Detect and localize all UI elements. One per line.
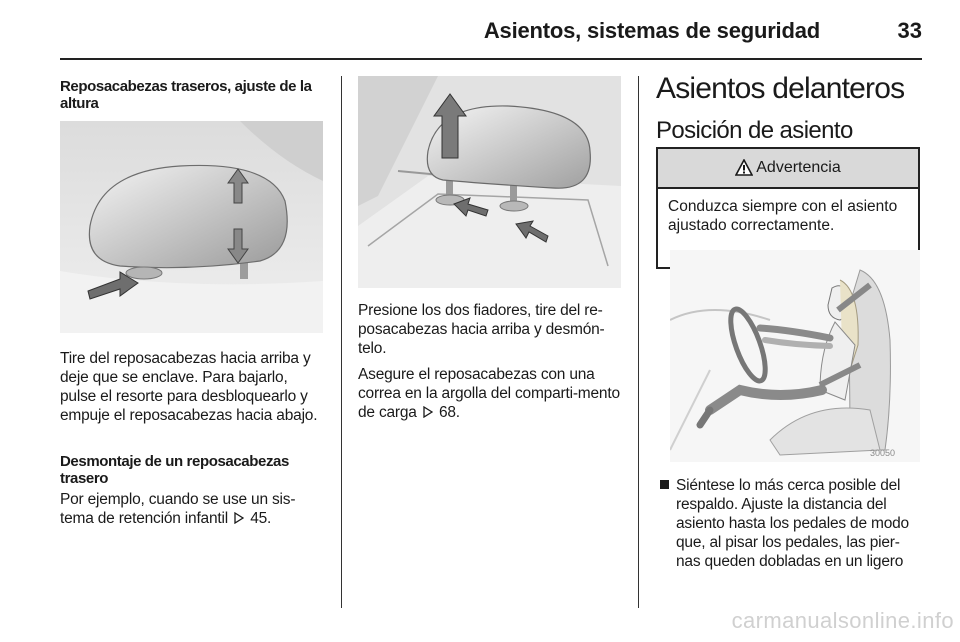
figure-headrest-adjust bbox=[60, 121, 323, 333]
paragraph-secure-text: Asegure el reposacabezas con una correa en la argolla del comparti-mento de carga bbox=[358, 366, 620, 421]
watermark: carmanualsonline.info bbox=[731, 608, 954, 633]
page-number: 33 bbox=[897, 18, 922, 43]
heading-height-adjust: Reposacabezas traseros, ajuste de la altura bbox=[60, 78, 312, 112]
warning-title: Advertencia bbox=[756, 159, 841, 176]
headrest-adjust-illustration bbox=[60, 121, 323, 333]
paragraph-press-latches: Presione los dos fiadores, tire del re-posacabezas hacia arriba y desmón-telo. bbox=[358, 302, 605, 357]
figure-headrest-removal bbox=[358, 76, 621, 288]
warning-triangle-icon bbox=[735, 159, 753, 176]
paragraph-removal-reason bbox=[60, 490, 326, 528]
column-divider-right bbox=[638, 76, 639, 608]
subsection-title: Posición de asiento bbox=[656, 117, 853, 144]
page-reference-68[interactable]: 68. bbox=[438, 404, 460, 421]
header-rule bbox=[60, 58, 922, 60]
warning-text: Conduzca siempre con el asiento ajustado correctamente. bbox=[668, 198, 898, 234]
warning-header bbox=[658, 149, 918, 189]
heading-removal: Desmontaje de un reposacabezas trasero bbox=[60, 453, 289, 487]
seating-position-illustration bbox=[670, 250, 920, 462]
headrest-removal-illustration bbox=[358, 76, 621, 288]
column-divider-left bbox=[341, 76, 342, 608]
section-title: Asientos delanteros bbox=[656, 72, 905, 105]
figure-code: 30050 bbox=[870, 448, 896, 458]
header-title: Asientos, sistemas de seguridad bbox=[483, 18, 820, 43]
cross-reference-icon bbox=[423, 406, 433, 418]
paragraph-secure-headrest bbox=[358, 365, 624, 422]
paragraph-removal-text: Por ejemplo, cuando se use un sis-tema de retención infantil bbox=[60, 491, 296, 527]
figure-seating-position bbox=[670, 250, 920, 462]
page-reference-45[interactable]: 45. bbox=[250, 510, 272, 527]
paragraph-adjust: Tire del reposacabezas hacia arriba y deje que se enclave. Para bajarlo, pulse el resorte para desbloquearlo y empuje el reposacabezas hacia abajo. bbox=[60, 350, 318, 424]
bullet-text: Siéntese lo más cerca posible del respaldo. Ajuste la distancia del asiento hasta los pedales de modo que, al pisar los pedales, las pier-nas queden dobladas en un ligero bbox=[676, 477, 909, 570]
cross-reference-icon bbox=[234, 512, 244, 524]
bullet-square-icon bbox=[660, 480, 669, 489]
